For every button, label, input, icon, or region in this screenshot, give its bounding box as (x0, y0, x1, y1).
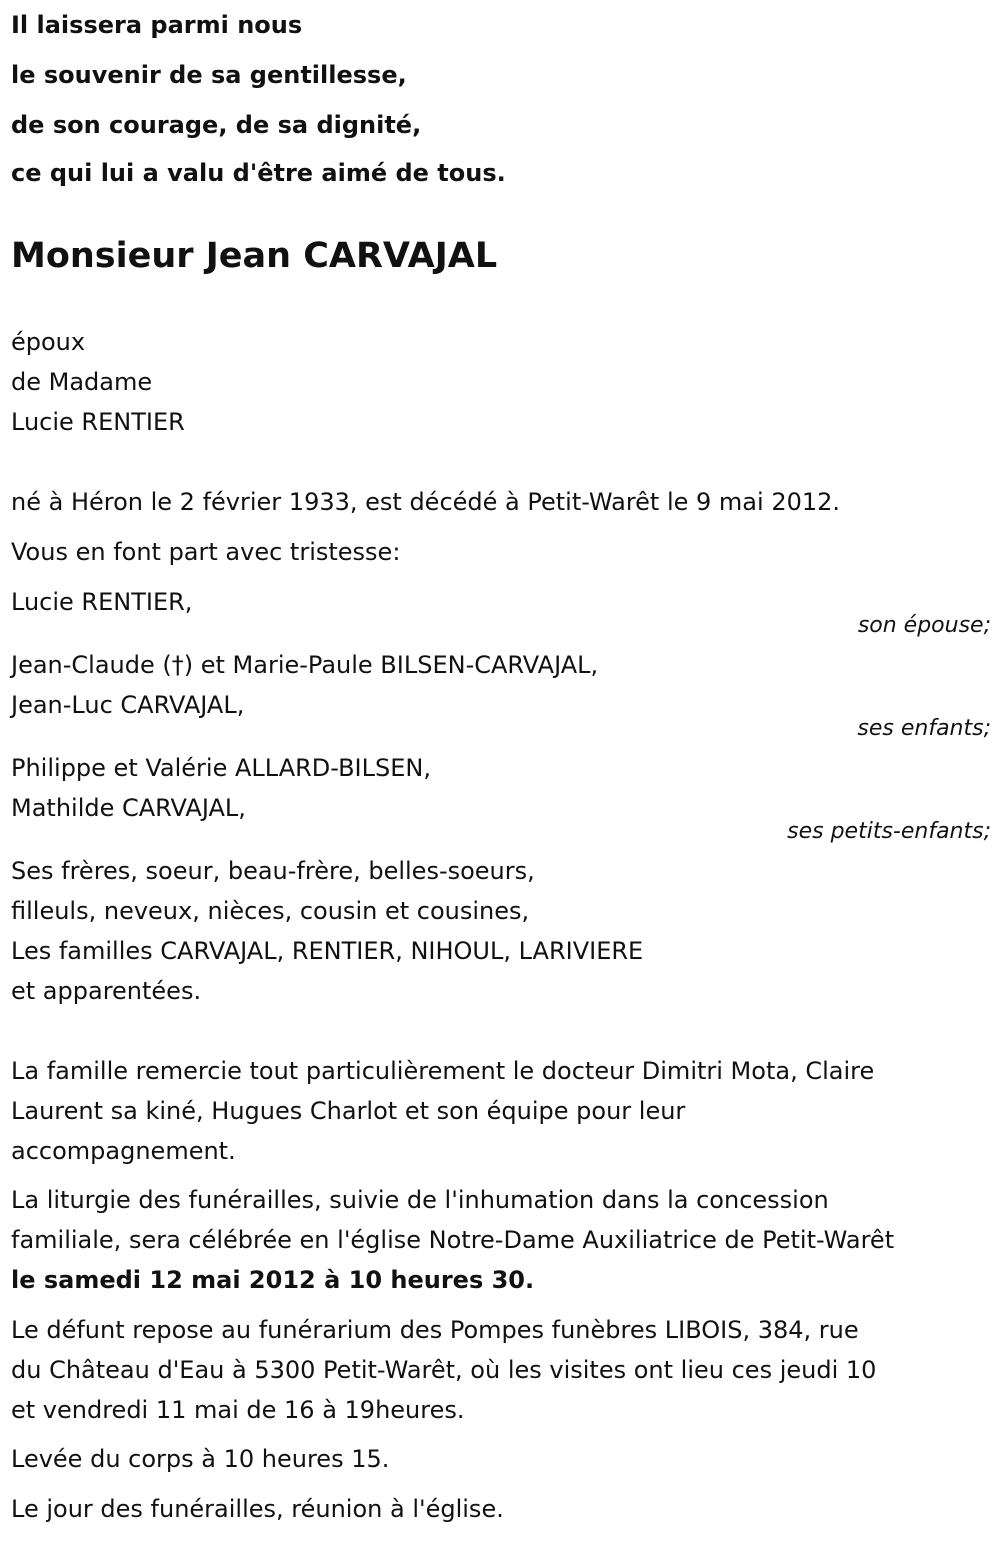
liturgy-line: La liturgie des funérailles, suivie de l'inhumation dans la concession (11, 1186, 829, 1214)
liturgy-line: familiale, sera célébrée en l'église Notre-Dame Auxiliatrice de Petit-Warêt (11, 1226, 895, 1254)
poem-line: ce qui lui a valu d'être aimé de tous. (11, 159, 506, 187)
spouse-line: de Madame (11, 368, 153, 396)
family-member: Philippe et Valérie ALLARD-BILSEN, (11, 754, 431, 782)
announcement-line: Vous en font part avec tristesse: (11, 538, 401, 566)
reunion-line: Le jour des funérailles, réunion à l'église. (11, 1495, 504, 1523)
family-member: Ses frères, soeur, beau-frère, belles-soeurs, (11, 857, 535, 885)
liturgy-date: le samedi 12 mai 2012 à 10 heures 30. (11, 1266, 535, 1294)
thanks-line: Laurent sa kiné, Hugues Charlot et son équipe pour leur (11, 1097, 686, 1125)
levee-line: Levée du corps à 10 heures 15. (11, 1445, 390, 1473)
family-role: ses petits-enfants; (787, 819, 991, 844)
poem-line: de son courage, de sa dignité, (11, 111, 422, 139)
family-member: Mathilde CARVAJAL, (11, 794, 246, 822)
thanks-line: La famille remercie tout particulièrement le docteur Dimitri Mota, Claire (11, 1057, 875, 1085)
family-member: Les familles CARVAJAL, RENTIER, NIHOUL, LARIVIERE (11, 937, 644, 965)
deceased-name: Monsieur Jean CARVAJAL (11, 236, 498, 276)
thanks-line: accompagnement. (11, 1137, 236, 1165)
family-member: filleuls, neveux, nièces, cousin et cousines, (11, 897, 530, 925)
poem-line: le souvenir de sa gentillesse, (11, 61, 407, 89)
repose-line: et vendredi 11 mai de 16 à 19heures. (11, 1396, 465, 1424)
spouse-line: époux (11, 328, 86, 356)
family-member: Jean-Luc CARVAJAL, (11, 691, 245, 719)
repose-line: Le défunt repose au funérarium des Pompes funèbres LIBOIS, 384, rue (11, 1316, 859, 1344)
birth-death-line: né à Héron le 2 février 1933, est décédé à Petit-Warêt le 9 mai 2012. (11, 488, 841, 516)
family-member: Jean-Claude (†) et Marie-Paule BILSEN-CARVAJAL, (11, 651, 599, 679)
family-role: ses enfants; (857, 716, 991, 741)
family-member: Lucie RENTIER, (11, 588, 193, 616)
family-member: et apparentées. (11, 977, 202, 1005)
poem-line: Il laissera parmi nous (11, 11, 303, 39)
spouse-line: Lucie RENTIER (11, 408, 185, 436)
family-role: son épouse; (857, 613, 991, 638)
repose-line: du Château d'Eau à 5300 Petit-Warêt, où les visites ont lieu ces jeudi 10 (11, 1356, 877, 1384)
